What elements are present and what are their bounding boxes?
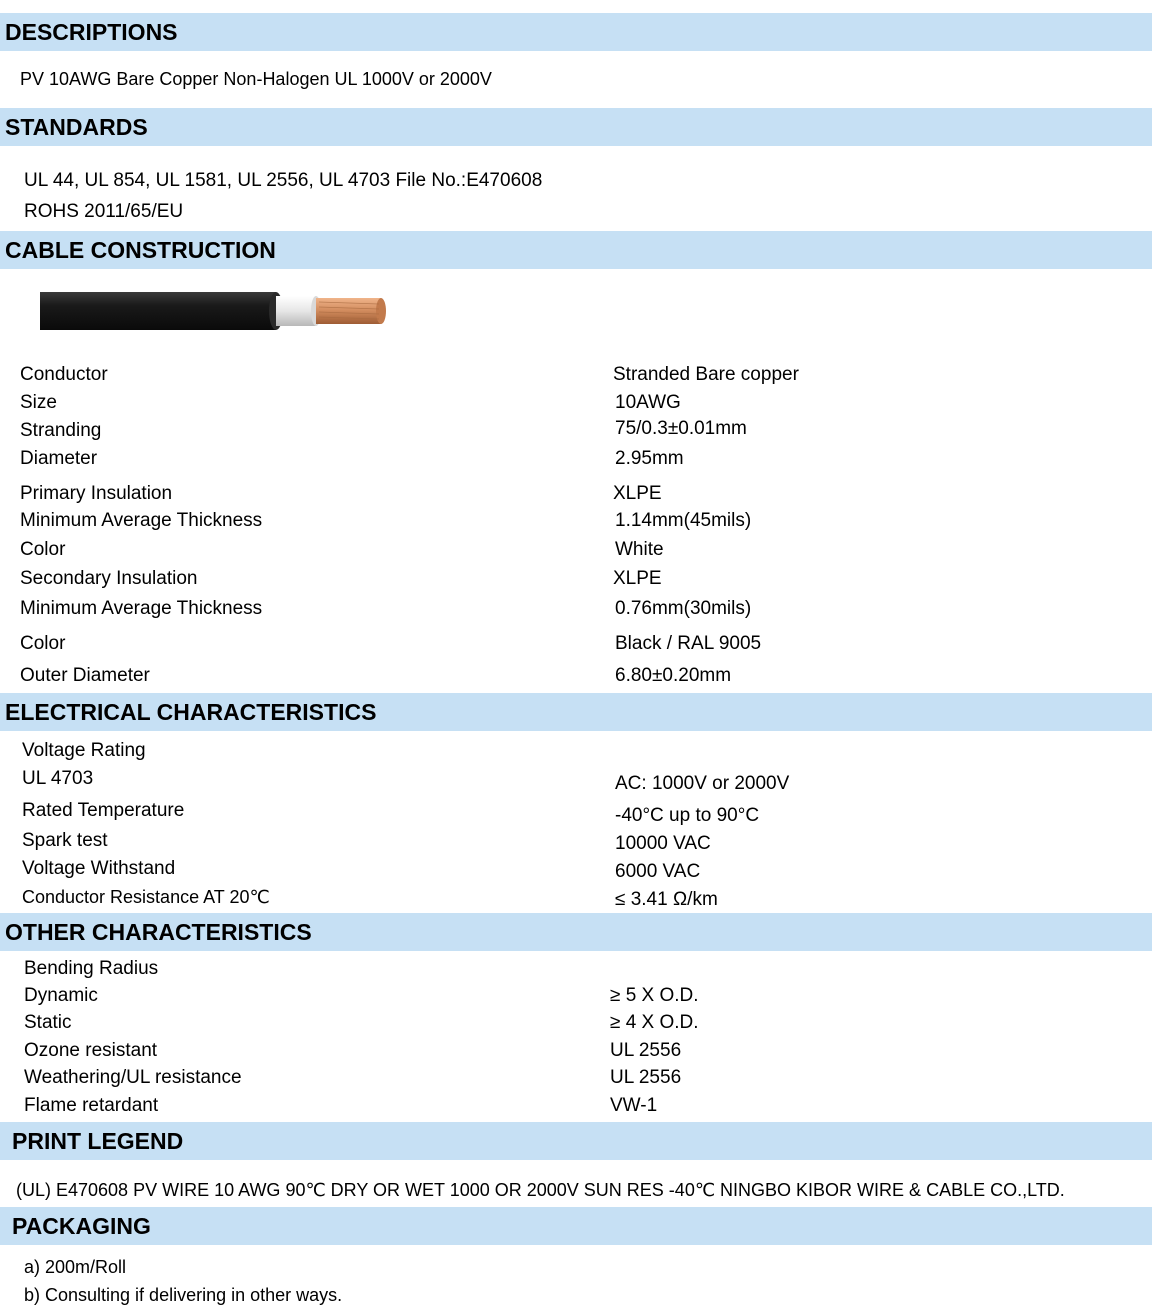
construction-value: 6.80±0.20mm (615, 665, 732, 686)
construction-label: Color (20, 633, 66, 654)
construction-label: Primary Insulation (20, 483, 173, 504)
section-title: OTHER CHARACTERISTICS (5, 919, 312, 945)
construction-label: Stranding (20, 420, 102, 441)
construction-value: 75/0.3±0.01mm (615, 418, 747, 439)
construction-label: Color (20, 539, 66, 560)
spark-test-value: 10000 VAC (615, 833, 711, 854)
static-value: ≥ 4 X O.D. (610, 1012, 699, 1033)
construction-value: Stranded Bare copper (613, 364, 799, 385)
construction-value: 1.14mm(45mils) (615, 510, 752, 531)
section-header-legend (0, 1122, 1152, 1160)
construction-label: Diameter (20, 448, 98, 469)
construction-label: Size (20, 392, 57, 413)
section-header-other (0, 913, 1152, 951)
section-title: CABLE CONSTRUCTION (5, 237, 276, 263)
voltage-withstand-value: 6000 VAC (615, 861, 701, 882)
ul4703-label: UL 4703 (22, 768, 94, 789)
construction-label: Minimum Average Thickness (20, 598, 263, 619)
section-title: DESCRIPTIONS (5, 19, 178, 45)
construction-value: 10AWG (615, 392, 681, 413)
ul4703-value: AC: 1000V or 2000V (615, 773, 790, 794)
conductor-resistance-value: ≤ 3.41 Ω/km (615, 889, 718, 910)
bending-radius-label: Bending Radius (24, 958, 159, 979)
flame-retardant-value: VW-1 (610, 1095, 658, 1116)
section-title: PRINT LEGEND (12, 1128, 184, 1154)
spark-test-label: Spark test (22, 830, 108, 851)
construction-value: 2.95mm (615, 448, 684, 469)
cable-cross-section-icon (39, 288, 389, 334)
construction-value: XLPE (613, 483, 662, 504)
ozone-value: UL 2556 (610, 1040, 682, 1061)
construction-label: Minimum Average Thickness (20, 510, 263, 531)
section-title: STANDARDS (5, 114, 148, 140)
standards-line-1: UL 44, UL 854, UL 1581, UL 2556, UL 4703 File No.:E470608 (24, 170, 543, 191)
construction-value: 0.76mm(30mils) (615, 598, 752, 619)
packaging-item-b: b) Consulting if delivering in other ways. (24, 1285, 343, 1305)
section-header-construction (0, 231, 1152, 269)
voltage-rating-label: Voltage Rating (22, 740, 146, 761)
rated-temp-label: Rated Temperature (22, 800, 185, 821)
section-header-packaging (0, 1207, 1152, 1245)
section-header-descriptions (0, 13, 1152, 51)
construction-label: Secondary Insulation (20, 568, 198, 589)
insulation-shape (276, 296, 316, 326)
jacket-shape (40, 292, 276, 330)
copper-end-shape (376, 298, 386, 324)
flame-retardant-label: Flame retardant (24, 1095, 159, 1116)
conductor-resistance-label: Conductor Resistance AT 20℃ (22, 887, 270, 907)
dynamic-label: Dynamic (24, 985, 98, 1006)
voltage-withstand-label: Voltage Withstand (22, 858, 176, 879)
weathering-label: Weathering/UL resistance (24, 1067, 242, 1088)
ozone-label: Ozone resistant (24, 1040, 158, 1061)
rated-temp-value: -40°C up to 90°C (615, 805, 760, 826)
construction-value: Black / RAL 9005 (615, 633, 762, 654)
description-text: PV 10AWG Bare Copper Non-Halogen UL 1000V or 2000V (20, 69, 492, 89)
standards-line-2: ROHS 2011/65/EU (24, 201, 184, 222)
section-header-standards (0, 108, 1152, 146)
section-title: ELECTRICAL CHARACTERISTICS (5, 699, 377, 725)
section-title: PACKAGING (12, 1213, 151, 1239)
section-header-electrical (0, 693, 1152, 731)
weathering-value: UL 2556 (610, 1067, 682, 1088)
static-label: Static (24, 1012, 72, 1033)
print-legend-text: (UL) E470608 PV WIRE 10 AWG 90℃ DRY OR WET 1000 OR 2000V SUN RES -40℃ NINGBO KIBOR WIRE & CABLE CO.,LTD. (16, 1180, 1065, 1200)
construction-value: White (615, 539, 664, 560)
construction-value: XLPE (613, 568, 662, 589)
construction-label: Outer Diameter (20, 665, 150, 686)
construction-label: Conductor (20, 364, 108, 385)
packaging-item-a: a) 200m/Roll (24, 1257, 127, 1277)
dynamic-value: ≥ 5 X O.D. (610, 985, 699, 1006)
